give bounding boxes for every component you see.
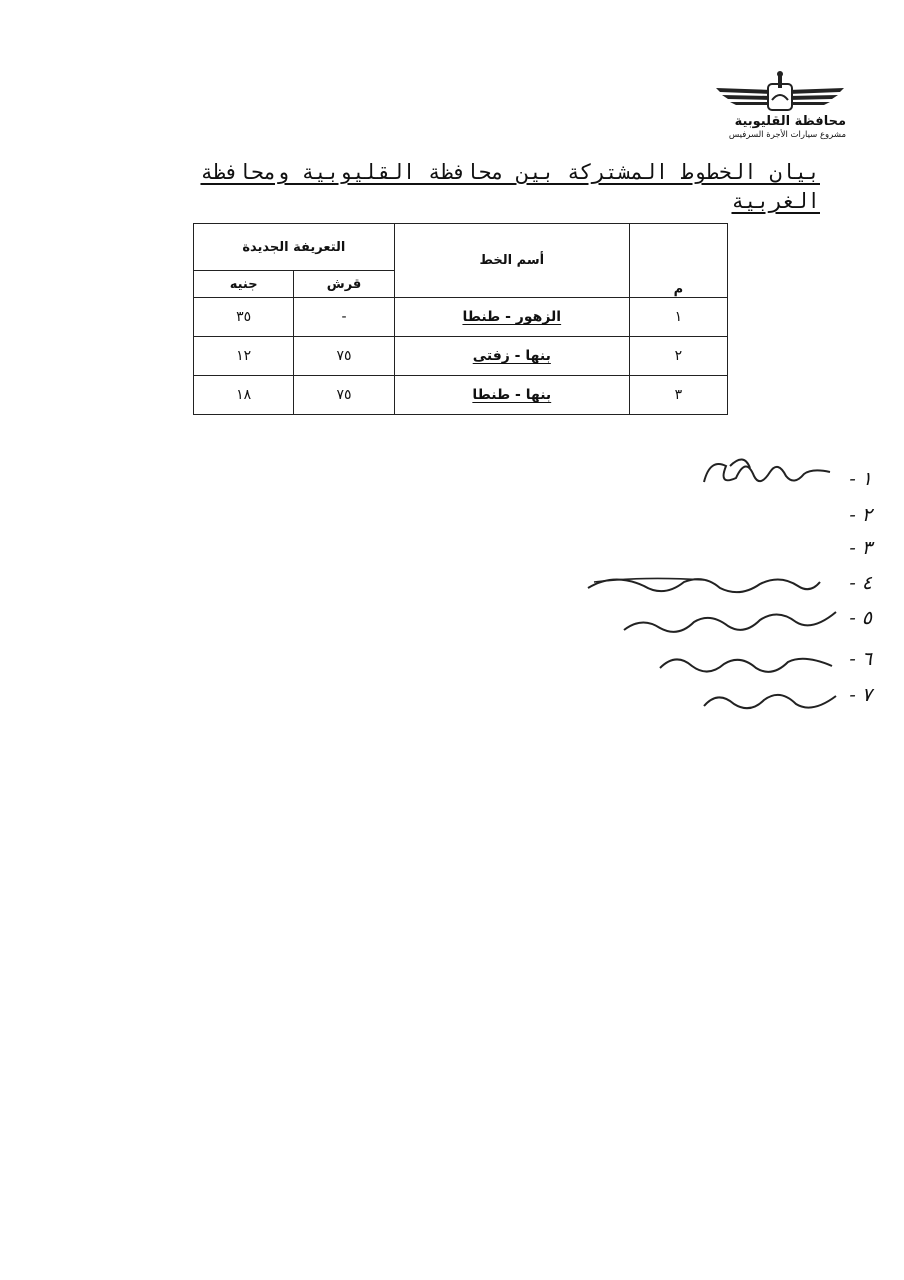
column-header-pounds: جنيه: [194, 271, 294, 298]
table-row: [194, 376, 728, 415]
tariff-pounds: ١٨: [194, 376, 294, 415]
column-header-new-tariff: التعريفة الجديدة: [194, 224, 395, 271]
handwritten-signature-1: [700, 446, 840, 498]
tariff-piasters: -: [294, 298, 394, 337]
tariff-pounds: ١٢: [194, 337, 294, 376]
table-row: [194, 337, 728, 376]
row-number: ٣: [629, 376, 727, 415]
signature-number: ٥ -: [849, 607, 872, 629]
signature-number: ٢ -: [849, 504, 872, 526]
page-title: بيان الخطوط المشتركة بين محافظة القليوبية ومحافظة الغربية: [200, 160, 820, 213]
governorate-logo: [700, 70, 860, 142]
signature-list: [560, 440, 880, 720]
signature-number: ٦ -: [849, 648, 872, 670]
handwritten-signature-7: [700, 682, 840, 718]
handwritten-signature-4: [584, 568, 824, 604]
tariff-piasters: ٧٥: [294, 376, 394, 415]
lines-table: [193, 223, 728, 415]
line-name-text: بنها - زفتى: [472, 348, 551, 364]
column-header-piasters: قرش: [294, 271, 394, 298]
signature-number: ٧ -: [849, 684, 872, 706]
line-name-text: بنها - طنطا: [472, 387, 552, 403]
line-name: [394, 376, 629, 415]
tariff-pounds: ٣٥: [194, 298, 294, 337]
signature-number: ٤ -: [849, 572, 872, 594]
winged-emblem-icon: [712, 70, 848, 114]
row-number: ٢: [629, 337, 727, 376]
line-name-text: الزهور - طنطا: [462, 309, 562, 325]
handwritten-signature-5: [620, 600, 840, 644]
column-header-number: م: [629, 224, 727, 298]
column-header-line-name: أسم الخط: [394, 224, 629, 298]
row-number: ١: [629, 298, 727, 337]
line-name: [394, 337, 629, 376]
handwritten-signature-6: [656, 646, 836, 682]
project-name: مشروع سيارات الأجرة السرفيس: [728, 130, 846, 140]
table-row: [194, 298, 728, 337]
line-name: [394, 298, 629, 337]
tariff-piasters: ٧٥: [294, 337, 394, 376]
signature-number: ٣ -: [849, 537, 872, 559]
org-name: محافظة القليوبية: [734, 114, 846, 129]
signature-number: ١ -: [849, 468, 872, 490]
